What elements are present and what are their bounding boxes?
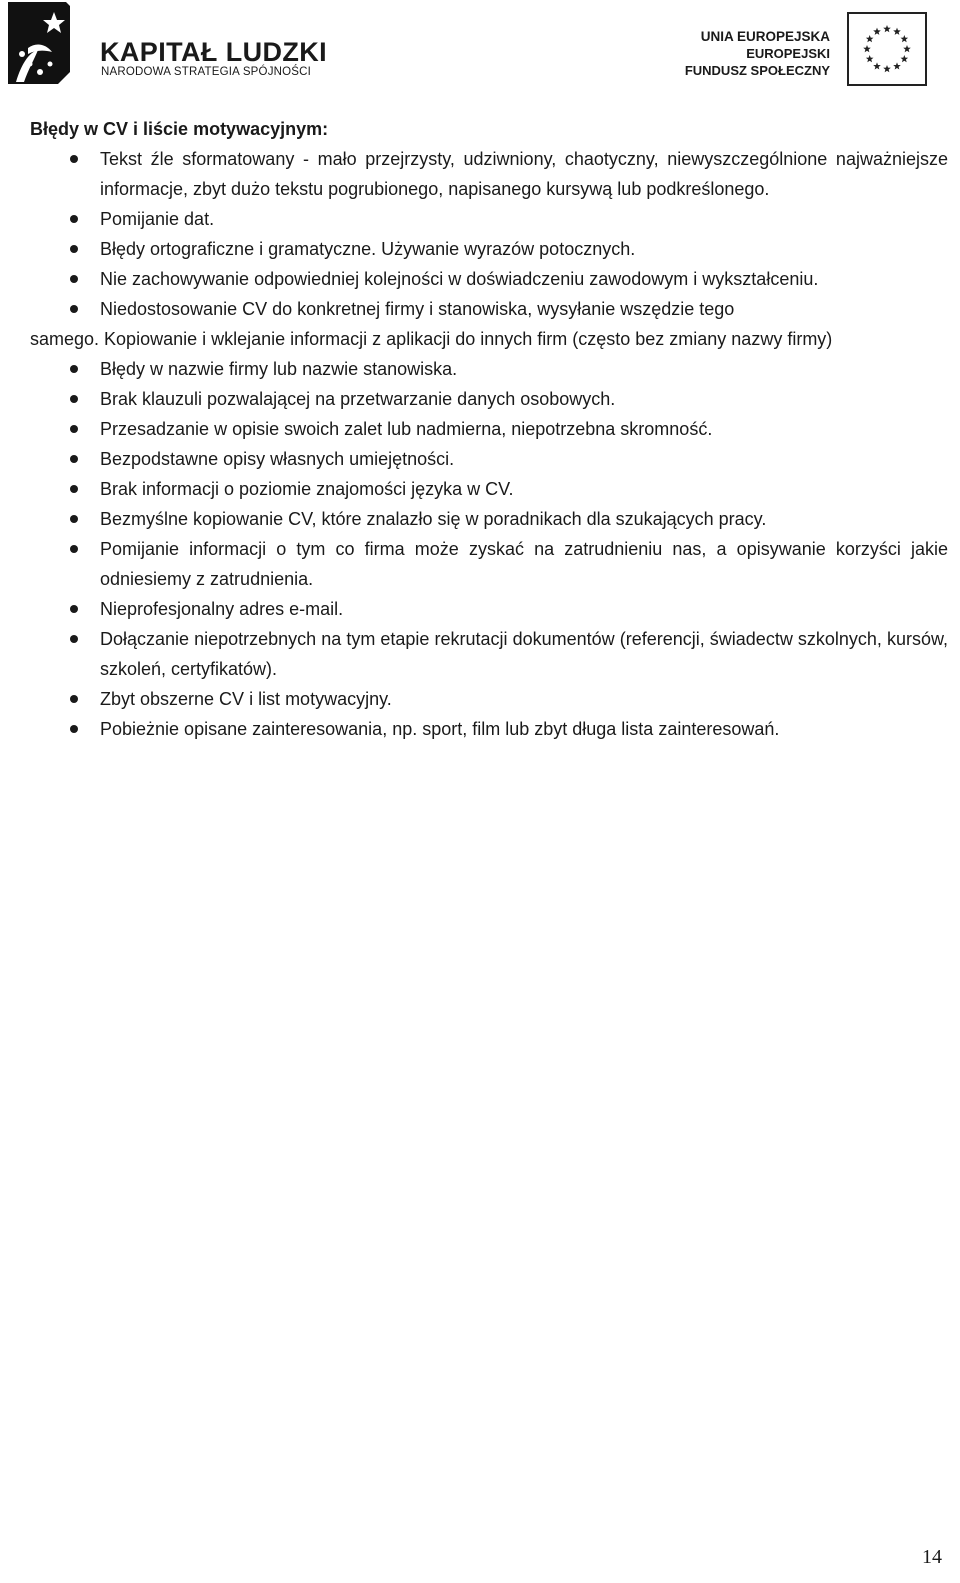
list-item: Zbyt obszerne CV i list motywacyjny. (30, 684, 948, 714)
eu-flag-icon (847, 12, 927, 86)
list-item: Brak informacji o poziomie znajomości języka w CV. (30, 474, 948, 504)
left-logo-title: KAPITAŁ LUDZKI (100, 37, 328, 67)
bullet-icon (70, 275, 78, 283)
list-item: Błędy ortograficzne i gramatyczne. Używanie wyrazów potocznych. (30, 234, 948, 264)
bullet-icon (70, 395, 78, 403)
list-item-continuation: samego. Kopiowanie i wklejanie informacji z aplikacji do innych firm (często bez zmiany nazwy firmy) (30, 329, 833, 349)
bullet-icon (70, 245, 78, 253)
kapital-ludzki-logo (8, 2, 328, 88)
list-item: Brak klauzuli pozwalającej na przetwarzanie danych osobowych. (30, 384, 948, 414)
document-body (30, 118, 948, 744)
bullet-icon (70, 695, 78, 703)
list-item: Pomijanie dat. (30, 204, 948, 234)
list-item: Nie zachowywanie odpowiedniej kolejności w doświadczeniu zawodowym i wykształceniu. (30, 264, 948, 294)
page-number: 14 (922, 1546, 942, 1568)
list-item: Bezpodstawne opisy własnych umiejętności. (30, 444, 948, 474)
bullet-icon (70, 725, 78, 733)
left-logo-subtitle: NARODOWA STRATEGIA SPÓJNOŚCI (101, 66, 312, 78)
bullet-icon (70, 425, 78, 433)
bullet-icon (70, 635, 78, 643)
list-item: Pomijanie informacji o tym co firma może zyskać na zatrudnieniu nas, a opisywanie korzyści jakie odniesiemy z zatrudnienia. (30, 534, 948, 594)
right-logo-line3: FUNDUSZ SPOŁECZNY (684, 63, 830, 78)
bullet-icon (70, 215, 78, 223)
right-logo-line1: UNIA EUROPEJSKA (700, 29, 830, 44)
bullet-icon (70, 365, 78, 373)
unia-europejska-logo (680, 12, 930, 88)
bullet-icon (70, 305, 78, 313)
list-item: Przesadzanie w opisie swoich zalet lub nadmierna, niepotrzebna skromność. (30, 414, 948, 444)
list-item: Tekst źle sformatowany - mało przejrzysty, udziwniony, chaotyczny, niewyszczególnione najważniejsze informacje, zbyt dużo tekstu pogrubionego, napisanego kursywą lub podkreślonego. (30, 144, 948, 204)
list-item: Dołączanie niepotrzebnych na tym etapie rekrutacji dokumentów (referencji, świadectw szkolnych, kursów, szkoleń, certyfikatów). (30, 624, 948, 684)
bullet-icon (70, 545, 78, 553)
list-item: Bezmyślne kopiowanie CV, które znalazło się w poradnikach dla szukających pracy. (30, 504, 948, 534)
page-header (0, 0, 960, 92)
list-item: Niedostosowanie CV do konkretnej firmy i stanowiska, wysyłanie wszędzie tego (30, 294, 948, 324)
list-item: Nieprofesjonalny adres e-mail. (30, 594, 948, 624)
bullet-icon (70, 155, 78, 163)
bullet-icon (70, 455, 78, 463)
kapital-ludzki-emblem-icon (8, 2, 80, 88)
mistakes-list (30, 144, 948, 744)
list-item: Błędy w nazwie firmy lub nazwie stanowiska. (30, 354, 948, 384)
bullet-icon (70, 485, 78, 493)
bullet-icon (70, 605, 78, 613)
section-heading: Błędy w CV i liście motywacyjnym: (30, 119, 329, 139)
right-logo-line2: EUROPEJSKI (746, 46, 830, 61)
list-item: Pobieżnie opisane zainteresowania, np. sport, film lub zbyt długa lista zainteresowań. (30, 714, 948, 744)
bullet-icon (70, 515, 78, 523)
